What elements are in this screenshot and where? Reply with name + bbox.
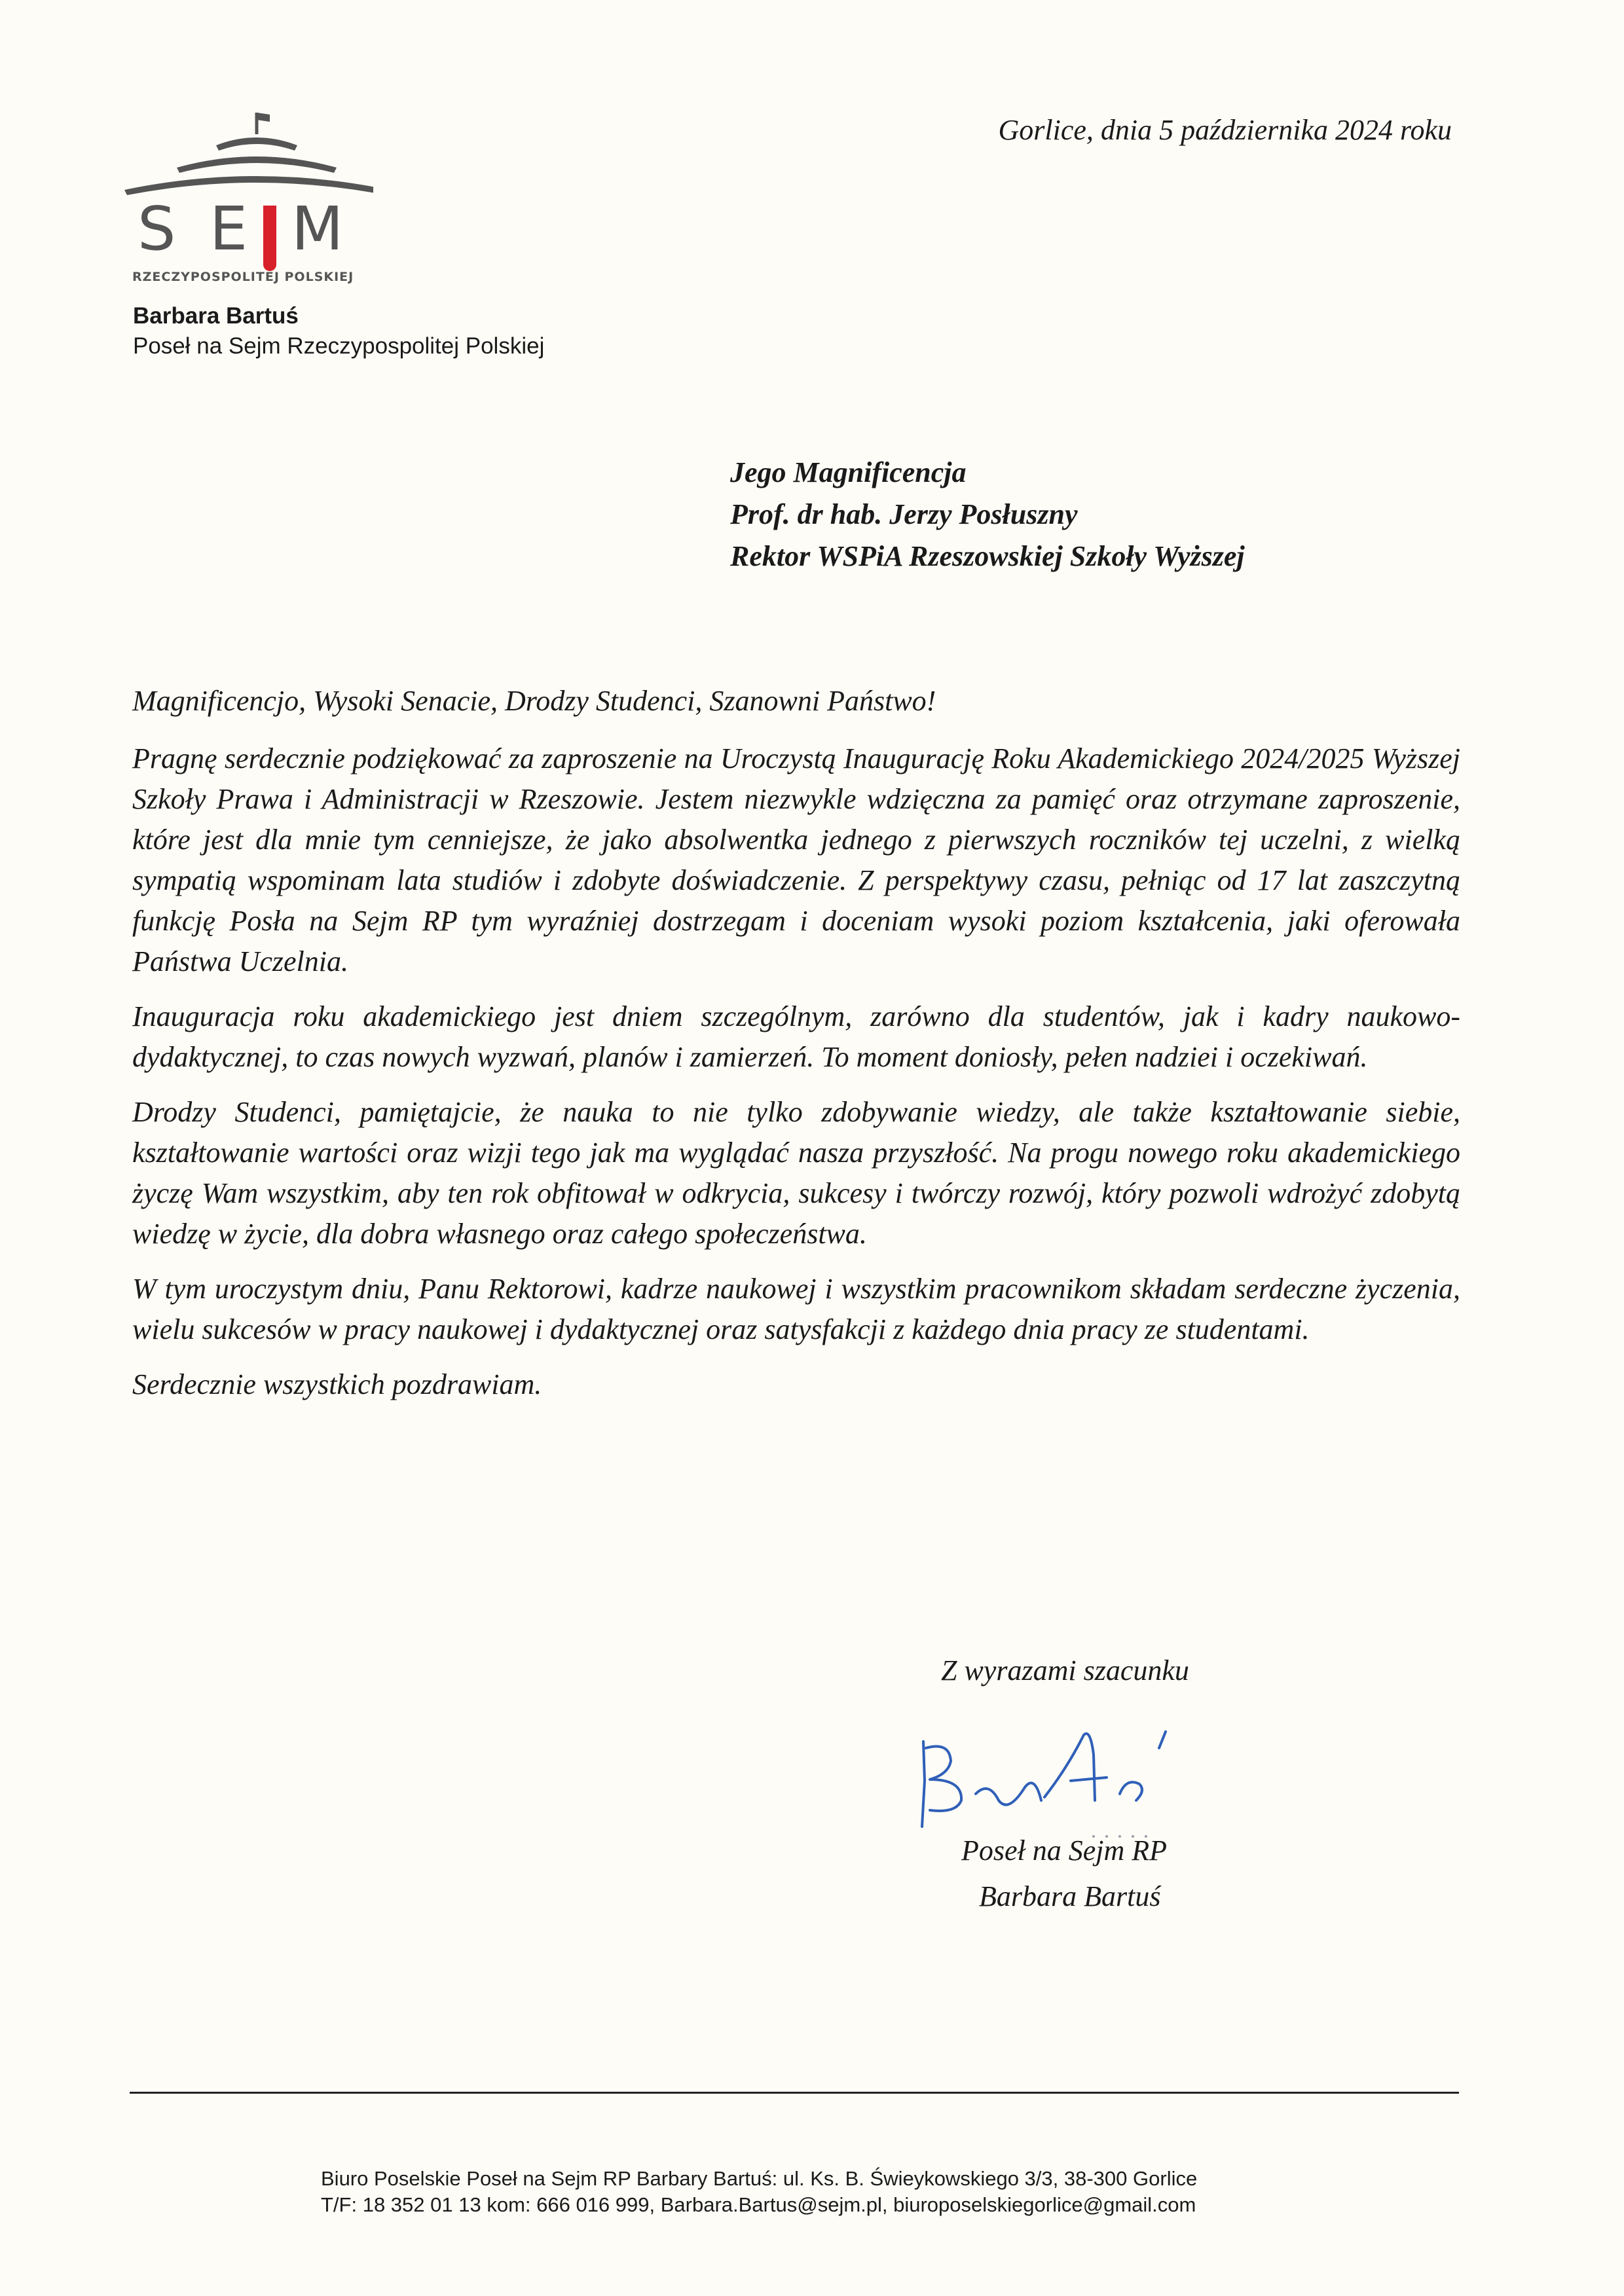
logo-letter-e: E: [210, 194, 248, 264]
body-paragraph-4: W tym uroczystym dniu, Panu Rektorowi, kadrze naukowej i wszystkim pracownikom składam serdeczne życzenia, wielu sukcesów w pracy naukowej i dydaktycznej oraz satysfakcji z każdego dnia pracy ze studentami.: [132, 1273, 1460, 1345]
sender-name: Barbara Bartuś: [133, 303, 299, 329]
parliament-dome-icon: [98, 105, 373, 203]
logo-letter-s: S: [138, 194, 176, 264]
footer-phone-email: T/F: 18 352 01 13 kom: 666 016 999, Barbara.Bartus@sejm.pl, biuroposelskiegorlice@gmail.com: [321, 2193, 1196, 2216]
body-paragraph-2: Inauguracja roku akademickiego jest dniem szczególnym, zarówno dla studentów, jak i kadry naukowo-dydaktycznej, to czas nowych wyzwań, planów i zamierzeń. To moment doniosły, pełen nadziei i oczekiwań.: [132, 1000, 1460, 1073]
signer-name: Barbara Bartuś: [979, 1880, 1161, 1912]
letter-body: [132, 681, 1460, 1419]
footer-divider: [130, 2092, 1459, 2094]
addressee-name: Prof. dr hab. Jerzy Posłuszny: [730, 498, 1078, 530]
footer-address: Biuro Poselskie Poseł na Sejm RP Barbary Bartuś: ul. Ks. B. Świeykowskiego 3/3, 38-300 Gorlice: [321, 2167, 1198, 2190]
addressee-honorific: Jego Magnificencja: [730, 456, 967, 488]
regards-line: Z wyrazami szacunku: [941, 1654, 1189, 1686]
sejm-logo: [98, 105, 373, 301]
addressee-position: Rektor WSPiA Rzeszowskiej Szkoły Wyższej: [730, 540, 1245, 572]
closing-line: Serdecznie wszystkich pozdrawiam.: [132, 1368, 542, 1400]
footer-contact: [321, 2166, 1197, 2218]
body-paragraph-3: Drodzy Studenci, pamiętajcie, że nauka to nie tylko zdobywanie wiedzy, ale także kształtowanie siebie, kształtowanie wartości oraz wizji tego jak ma wyglądać nasza przyszłość. Na progu nowego roku akademickiego życzę Wam wszystkim, aby ten rok obfitował w odkrycia, sukcesy i twórczy rozwój, który pozwoli wdrożyć zdobytą wiedzę w życie, dla dobra własnego oraz całego społeczeństwa.: [132, 1096, 1460, 1250]
logo-letter-m: M: [291, 194, 344, 264]
body-paragraph-1: Pragnę serdecznie podziękować za zaproszenie na Uroczystą Inaugurację Roku Akademickiego 2024/2025 Wyższej Szkoły Prawa i Administracji w Rzeszowie. Jestem niezwykle wdzięczna za pamięć oraz otrzymane zaproszenie, które jest dla mnie tym cenniejsze, że jako absolwentka jednego z pierwszych roczników tej uczelni, z wielką sympatią wspominam lata studiów i zdobyte doświadczenie. Z perspektywy czasu, pełniąc od 17 lat zaszczytną funkcję Posła na Sejm RP tym wyraźniej dostrzegam i doceniam wysoki poziom kształcenia, jaki oferowała Państwa Uczelnia.: [132, 742, 1460, 977]
logo-subtitle: RZECZYPOSPOLITEJ POLSKIEJ: [132, 270, 354, 284]
salutation: Magnificencjo, Wysoki Senacie, Drodzy Studenci, Szanowni Państwo!: [132, 685, 936, 717]
sender-title: Poseł na Sejm Rzeczypospolitej Polskiej: [133, 333, 545, 359]
signer-title: Poseł na Sejm RP: [961, 1834, 1168, 1867]
letter-date: Gorlice, dnia 5 października 2024 roku: [998, 114, 1452, 146]
addressee-block: [730, 452, 1245, 577]
logo-red-bar: [263, 206, 276, 271]
